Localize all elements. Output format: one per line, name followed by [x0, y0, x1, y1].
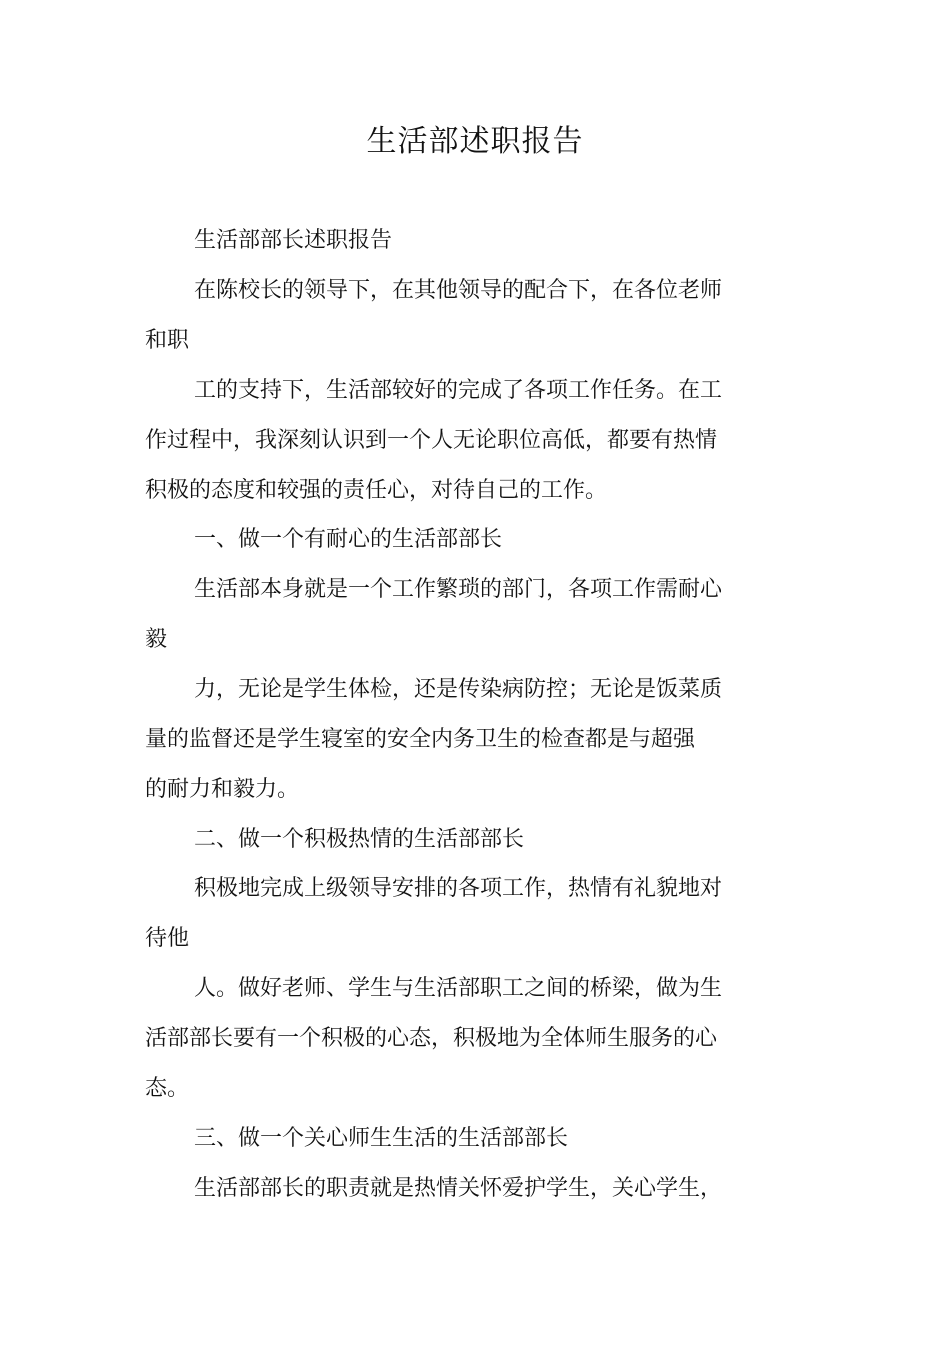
paragraph-line: 生活部本身就是一个工作繁琐的部门，各项工作需耐心 — [194, 577, 723, 602]
paragraph-line: 的耐力和毅力。 — [145, 777, 300, 802]
paragraph-line: 在陈校长的领导下，在其他领导的配合下，在各位老师 — [194, 278, 723, 303]
paragraph-line: 毅 — [145, 627, 168, 652]
section-heading: 三、做一个关心师生生活的生活部部长 — [194, 1126, 569, 1151]
document-title: 生活部述职报告 — [366, 124, 584, 159]
paragraph-line: 积极的态度和较强的责任心，对待自己的工作。 — [145, 478, 608, 503]
section-heading: 二、做一个积极热情的生活部部长 — [194, 827, 525, 852]
section-heading: 一、做一个有耐心的生活部部长 — [194, 527, 503, 552]
paragraph-line: 工的支持下，生活部较好的完成了各项工作任务。在工 — [194, 378, 723, 403]
paragraph-line: 作过程中，我深刻认识到一个人无论职位高低，都要有热情 — [145, 428, 718, 453]
report-subtitle: 生活部部长述职报告 — [194, 228, 393, 253]
paragraph-line: 态。 — [145, 1076, 190, 1101]
paragraph-line: 和职 — [145, 328, 190, 353]
paragraph-line: 积极地完成上级领导安排的各项工作，热情有礼貌地对 — [194, 876, 723, 901]
paragraph-line: 活部部长要有一个积极的心态，积极地为全体师生服务的心 — [145, 1026, 718, 1051]
paragraph-line: 力，无论是学生体检，还是传染病防控；无论是饭菜质 — [194, 677, 723, 702]
paragraph-line: 人。做好老师、学生与生活部职工之间的桥梁，做为生 — [194, 976, 723, 1001]
paragraph-line: 待他 — [145, 926, 190, 951]
paragraph-line: 生活部部长的职责就是热情关怀爱护学生，关心学生， — [194, 1176, 723, 1201]
paragraph-line: 量的监督还是学生寝室的安全内务卫生的检查都是与超强 — [145, 727, 696, 752]
